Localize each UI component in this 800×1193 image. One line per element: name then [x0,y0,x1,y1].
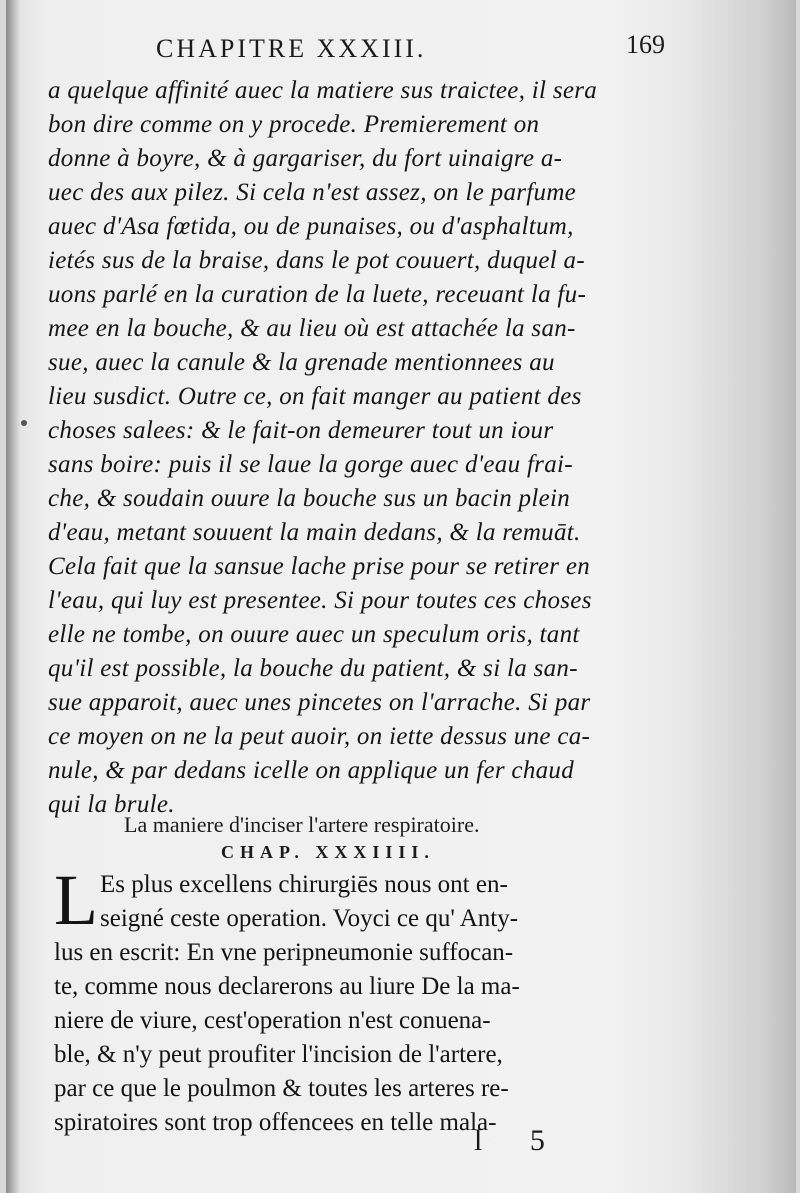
text-line: l'eau, qui luy est presentee. Si pour toutes ces choses [48,587,592,614]
text-line: donne à boyre, & à gargariser, du fort uinaigre a- [48,145,563,172]
text-line: ietés sus de la braise, dans le pot couuert, duquel a- [48,247,585,274]
text-line: mee en la bouche, & au lieu où est attachée la san- [48,315,576,342]
text-line: a quelque affinité auec la matiere sus traictee, il sera [48,77,598,104]
text-line: auec d'Asa fœtida, ou de punaises, ou d'asphaltum, [48,213,574,240]
text-line: choses salees: & le fait-on demeurer tout un iour [48,417,554,444]
text-line: sans boire: puis il se laue la gorge auec d'eau frai- [48,451,573,478]
signature-mark: l 5 [474,1124,565,1157]
text-line: ce moyen on ne la peut auoir, on iette dessus une ca- [48,723,591,750]
margin-dot [21,420,27,426]
text-line: sue, auec la canule & la grenade mentionnees au [48,349,555,376]
text-line: par ce que le poulmon & toutes les arteres re- [54,1075,509,1102]
book-page [6,0,796,1193]
text-line: te, comme nous declarerons au liure De la ma- [54,973,520,1000]
text-line: d'eau, metant souuent la main dedans, & la remuāt. [48,519,581,546]
italic-paragraph [48,74,638,822]
text-line: ble, & n'y peut proufiter l'incision de l'artere, [54,1041,503,1068]
text-line: bon dire comme on y procede. Premierement on [48,111,540,138]
text-line: lieu susdict. Outre ce, on fait manger au patient des [48,383,582,410]
text-line: che, & soudain ouure la bouche sus un bacin plein [48,485,571,512]
running-head: CHAPITRE XXXIII. [156,34,427,63]
page-header [6,30,796,70]
text-line: spiratoires sont trop offencees en telle mala- [54,1109,497,1136]
text-line: seigné ceste operation. Voyci ce qu' Anty- [100,905,519,932]
text-line: lus en escrit: En vne peripneumonie suffocan- [54,939,514,966]
text-line: qu'il est possible, la bouche du patient, & si la san- [48,655,578,682]
drop-cap: L [54,860,98,940]
text-line: Es plus excellens chirurgiēs nous ont en- [100,871,508,898]
page-number: 169 [626,30,665,59]
text-line: nule, & par dedans icelle on applique un fer chaud [48,757,575,784]
chapter-label: CHAP. XXXIIII. [221,842,435,862]
text-line: Cela fait que la sansue lache prise pour se retirer en [48,553,591,580]
text-line: uec des aux pilez. Si cela n'est assez, on le parfume [48,179,577,206]
text-line: qui la brule. [48,791,175,818]
text-line: sue apparoit, auec unes pincetes on l'arrache. Si par [48,689,591,716]
text-line: elle ne tombe, on ouure auec un speculum oris, tant [48,621,580,648]
roman-paragraph [54,868,644,1140]
text-line: niere de viure, cest'operation n'est conuena- [54,1007,491,1034]
text-line: uons parlé en la curation de la luete, receuant la fu- [48,281,587,308]
section-title: La maniere d'inciser l'artere respiratoire. [124,812,480,837]
